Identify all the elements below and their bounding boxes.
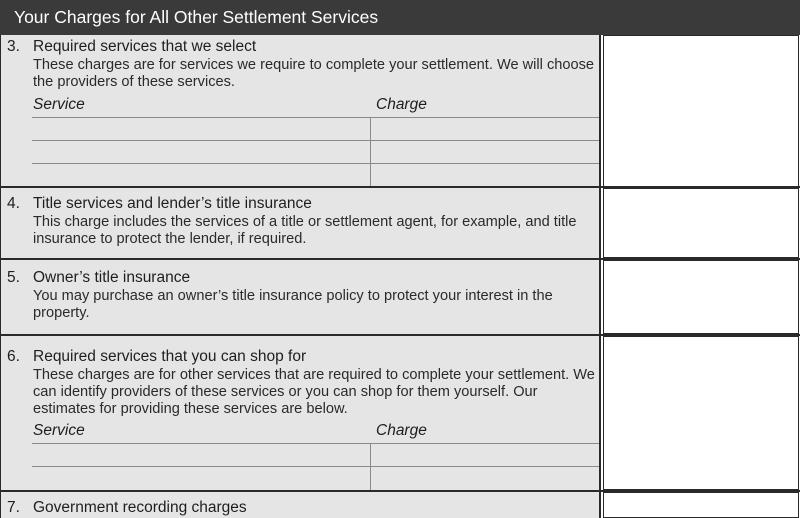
charge-cell[interactable] [370,164,601,187]
section-number: 3. [7,38,20,55]
section-description-panel [0,35,601,187]
section-number: 5. [7,269,20,286]
service-row [32,443,601,466]
section-charge-amount-box[interactable] [603,35,799,187]
charge-section-3 [0,35,800,187]
section-description-panel [0,492,601,518]
section-number: 7. [7,499,20,516]
section-description-panel [0,260,601,334]
section-description: This charge includes the services of a title or settlement agent, for example, and title insurance to protect the lender, if required. [33,214,577,247]
section-description: You may purchase an owner’s title insurance policy to protect your interest in the property. [33,288,553,321]
section-description-panel [0,336,601,490]
charge-section-7 [0,492,800,518]
charge-cell[interactable] [370,444,601,467]
section-title: Required services that you can shop for [33,348,307,365]
charge-section-6 [0,336,800,490]
charge-column-header: Charge [376,96,427,113]
section-charge-amount-box[interactable] [603,260,799,334]
section-description-panel [0,188,601,258]
charge-section-5 [0,260,800,334]
service-cell[interactable] [32,467,370,490]
service-row [32,163,601,186]
form-section-title: Your Charges for All Other Settlement Services [14,7,379,27]
service-cell[interactable] [32,118,370,141]
charge-section-4 [0,188,800,258]
section-description: These charges are for other services that are required to complete your settlement. We can identify providers of these services or you can shop for them yourself. Our estimates for providing these services are below. [33,367,595,417]
section-charge-amount-box[interactable] [603,336,799,490]
service-row [32,117,601,140]
form-section-header [0,0,800,35]
charge-cell[interactable] [370,141,601,164]
section-title: Required services that we select [33,38,257,55]
section-description: These charges are for services we require to complete your settlement. We will choose the providers of these services. [33,57,595,90]
service-cell[interactable] [32,164,370,187]
service-cell[interactable] [32,444,370,467]
service-cell[interactable] [32,141,370,164]
section-charge-amount-box[interactable] [603,188,799,258]
service-row [32,140,601,163]
section-number: 4. [7,195,20,212]
service-row [32,466,601,489]
charge-column-header: Charge [376,422,427,439]
section-charge-amount-box[interactable] [603,492,799,518]
service-column-header: Service [33,422,85,439]
section-title: Owner’s title insurance [33,269,191,286]
charge-cell[interactable] [370,118,601,141]
charge-cell[interactable] [370,467,601,490]
section-title: Title services and lender’s title insurance [33,195,312,212]
section-number: 6. [7,348,20,365]
service-column-header: Service [33,96,85,113]
section-title: Government recording charges [33,499,247,516]
